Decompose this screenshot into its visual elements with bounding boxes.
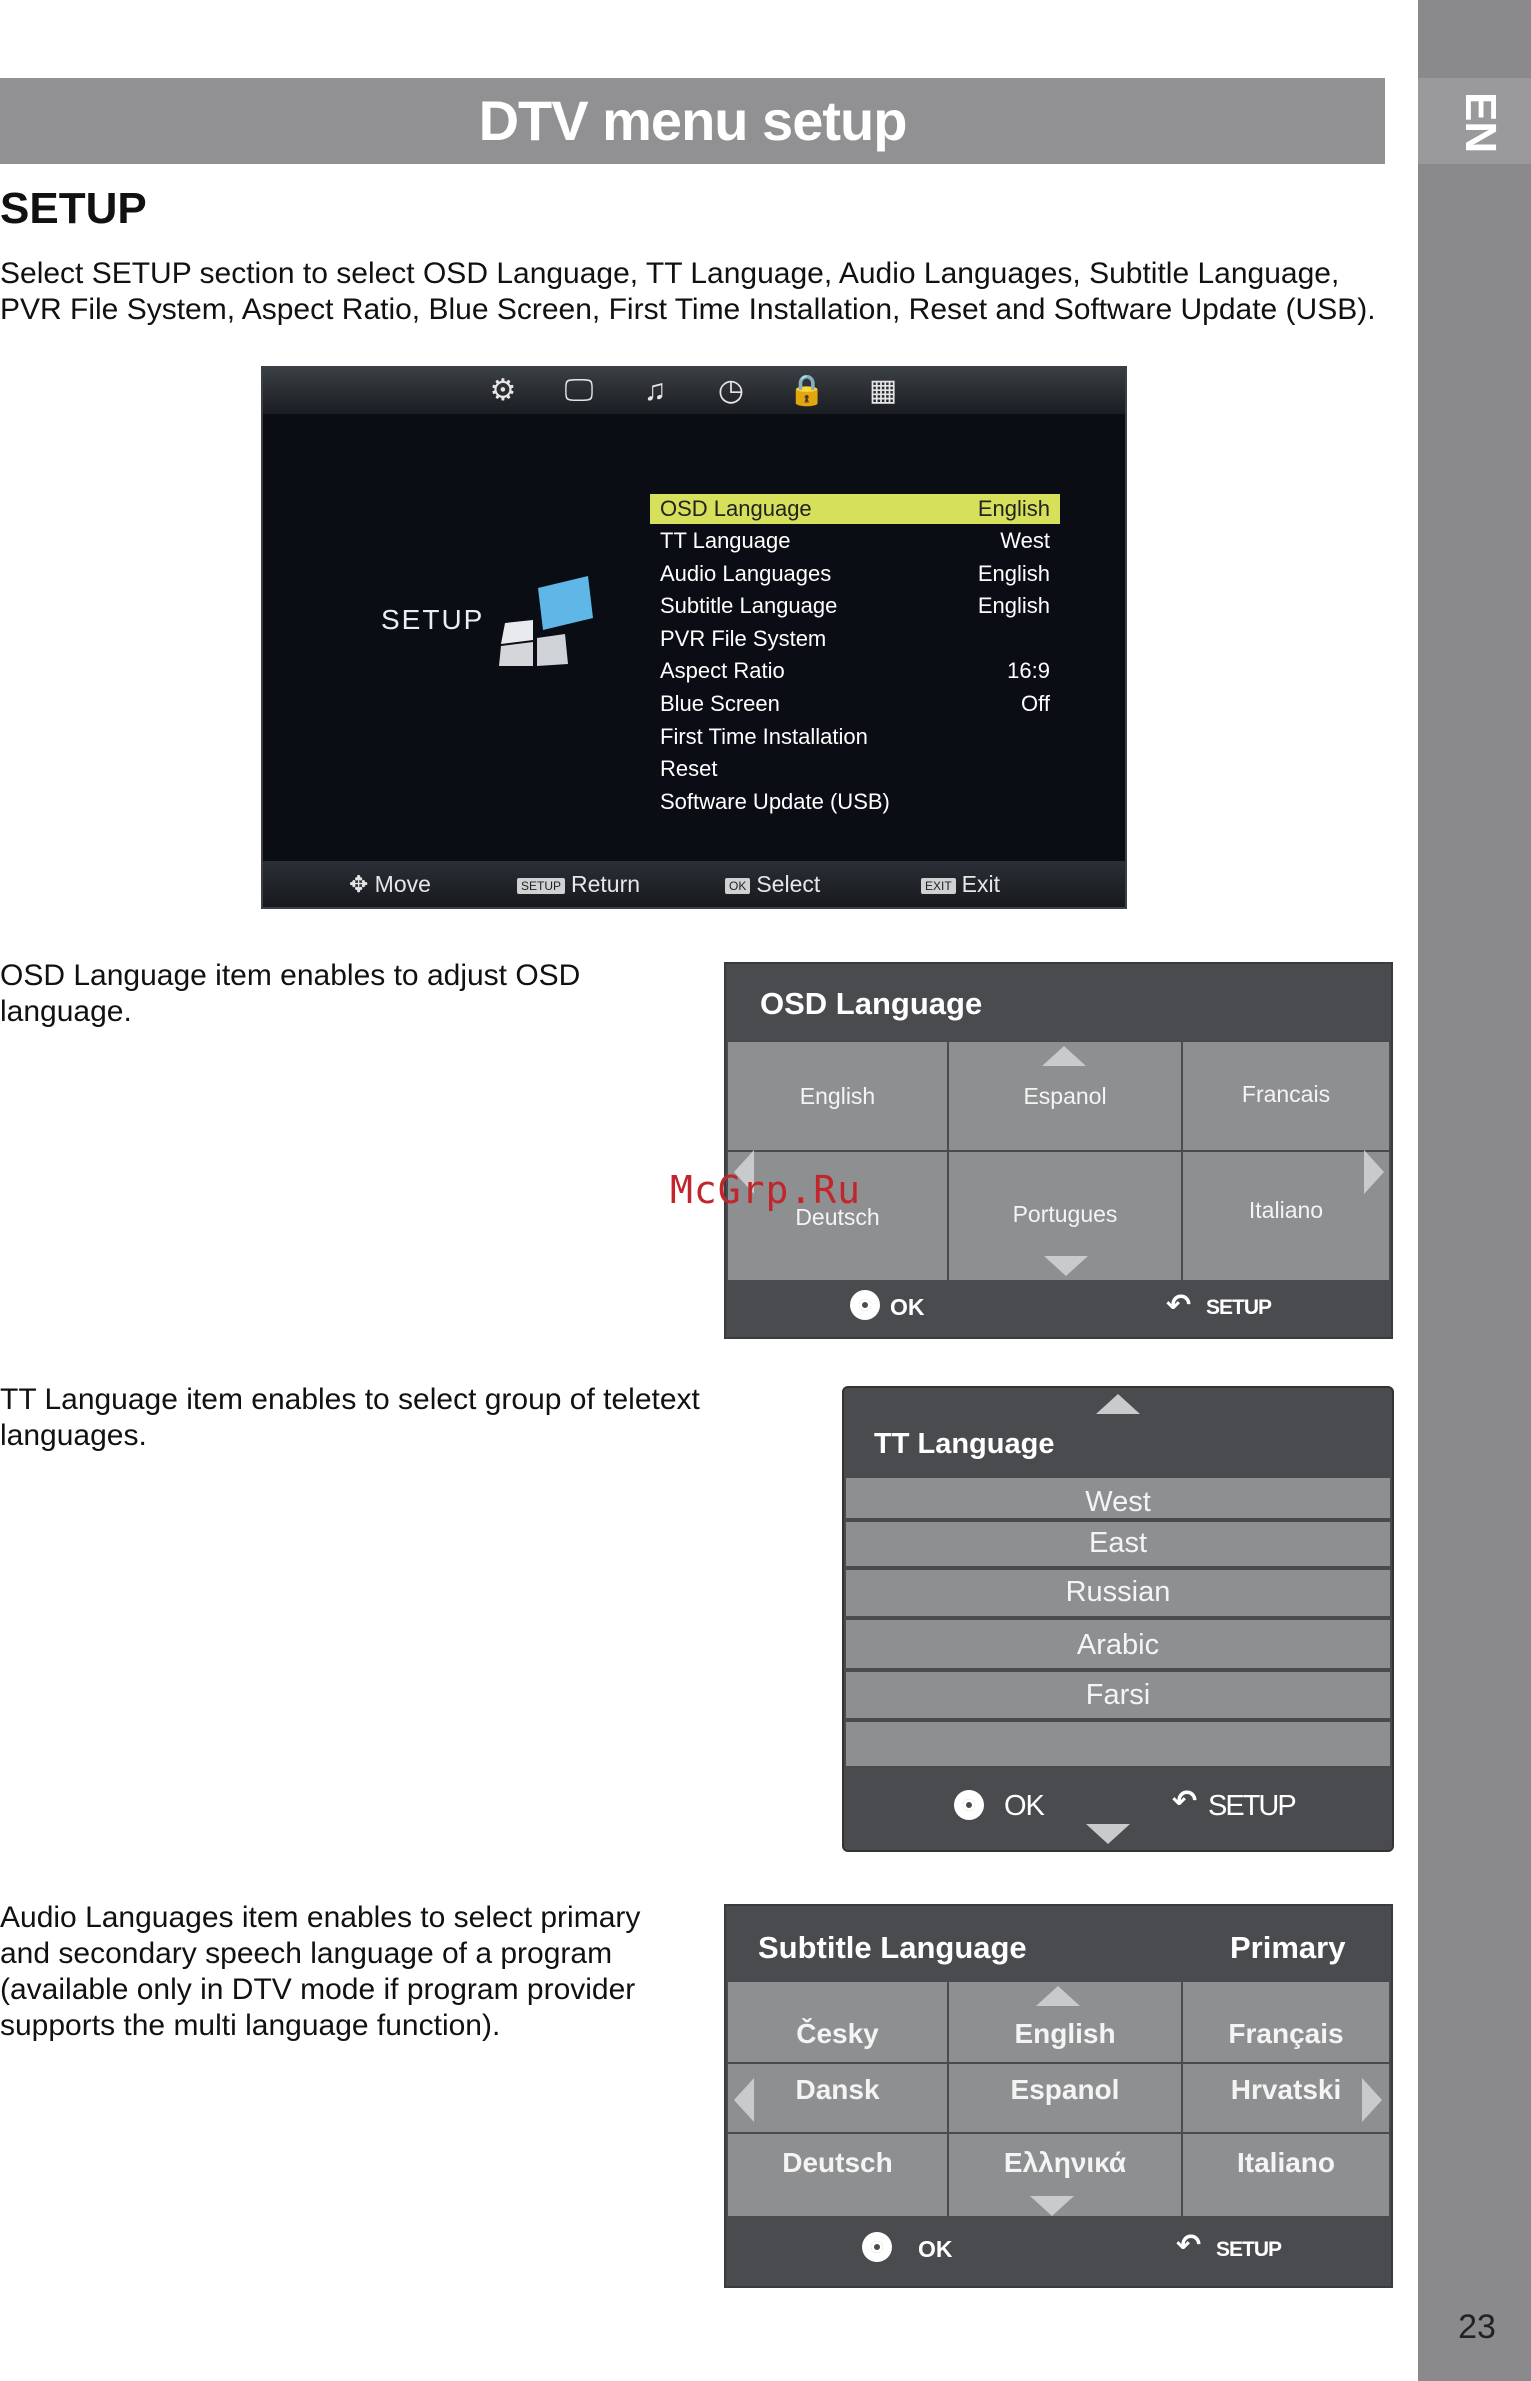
scroll-right-icon[interactable] (1362, 2078, 1382, 2122)
osd-ok-label[interactable]: OK (890, 1294, 925, 1320)
osd-panel-title: OSD Language (760, 986, 983, 1021)
footer-exit: EXIT Exit (921, 871, 1000, 898)
tt-option-east[interactable]: East (846, 1522, 1390, 1566)
tt-setup-label[interactable]: SETUP (1208, 1790, 1295, 1822)
menu-item-aspect-ratio[interactable]: Aspect Ratio 16:9 (660, 658, 1050, 683)
menu-item-software-update[interactable]: Software Update (USB) (660, 789, 890, 814)
tt-option-arabic[interactable]: Arabic (846, 1620, 1390, 1668)
menu-item-tt-language[interactable]: TT Language West (660, 528, 1050, 553)
subtitle-ok-label[interactable]: OK (918, 2236, 953, 2262)
tv-setup-menu (261, 366, 1127, 909)
scroll-up-icon[interactable] (1096, 1394, 1140, 1414)
osd-option-espanol[interactable]: Espanol (949, 1042, 1181, 1150)
language-tab-label: EN (1456, 92, 1505, 154)
subtitle-option-cesky[interactable]: Česky (728, 1982, 947, 2062)
audio-languages-description: Audio Languages item enables to select primary and secondary speech language of a program (available only in DTV mode if program provider supports the multi language function). (0, 1901, 641, 2042)
watermark: McGrp.Ru (670, 1168, 862, 1212)
tt-option-russian[interactable]: Russian (846, 1570, 1390, 1616)
return-arrow-icon: ↶ (1172, 1785, 1198, 1818)
subtitle-option-greek[interactable]: Ελληνικά (949, 2134, 1181, 2216)
monitor-icon: 🖵 (564, 374, 594, 407)
osd-language-description: OSD Language item enables to adjust OSD language. (0, 959, 581, 1028)
menu-item-first-time-installation[interactable]: First Time Installation (660, 724, 868, 749)
move-arrows-icon: ✥ (349, 871, 369, 897)
scroll-up-icon[interactable] (1042, 1046, 1086, 1066)
footer-select: OK Select (725, 871, 820, 898)
subtitle-option-deutsch[interactable]: Deutsch (728, 2134, 947, 2216)
subtitle-option-dansk[interactable]: Dansk (728, 2064, 947, 2132)
scroll-up-icon[interactable] (1036, 1986, 1080, 2006)
osd-setup-label[interactable]: SETUP (1206, 1296, 1272, 1319)
tt-ok-label[interactable]: OK (1004, 1790, 1044, 1822)
subtitle-option-english[interactable]: English (949, 1982, 1181, 2062)
menu-item-pvr-file-system[interactable]: PVR File System (660, 626, 827, 651)
menu-icon-bar (263, 368, 1125, 414)
menu-category-label: SETUP (381, 604, 485, 635)
music-note-icon: ♫ (643, 374, 667, 407)
lock-icon: 🔒 (788, 374, 826, 407)
intro-paragraph: Select SETUP section to select OSD Language, TT Language, Audio Languages, Subtitle Language, PVR File System, Aspect Ratio, Blue Screen, First Time Installation, Reset and Software Update (USB). (0, 257, 1376, 326)
osd-option-portugues[interactable]: Portugues (949, 1152, 1181, 1280)
osd-option-deutsch[interactable]: Deutsch (728, 1152, 947, 1280)
grid-icon: ▦ (868, 374, 898, 407)
subtitle-option-italiano[interactable]: Italiano (1183, 2134, 1389, 2216)
ok-key-icon: OK (725, 878, 750, 894)
osd-option-english[interactable]: English (728, 1042, 947, 1150)
setup-logo-icon (493, 568, 603, 678)
menu-item-reset[interactable]: Reset (660, 756, 718, 781)
tt-panel-title: TT Language (874, 1428, 1055, 1460)
section-heading: SETUP (0, 184, 147, 233)
scroll-right-icon[interactable] (1364, 1150, 1384, 1194)
clock-icon: ◷ (717, 374, 745, 407)
tt-language-description: TT Language item enables to select group of teletext languages. (0, 1383, 700, 1452)
exit-key-icon: EXIT (921, 878, 956, 894)
subtitle-panel-mode: Primary (1230, 1930, 1346, 1965)
return-arrow-icon: ↶ (1176, 2229, 1202, 2262)
subtitle-setup-label[interactable]: SETUP (1216, 2238, 1282, 2261)
tt-option-empty[interactable] (846, 1722, 1390, 1766)
subtitle-option-francais[interactable]: Français (1183, 1982, 1389, 2062)
scroll-down-icon[interactable] (1030, 2196, 1074, 2216)
scroll-down-icon[interactable] (1044, 1256, 1088, 1276)
return-arrow-icon: ↶ (1166, 1289, 1192, 1322)
scroll-left-icon[interactable] (734, 2078, 754, 2122)
menu-item-osd-language[interactable]: OSD Language English (650, 494, 1060, 524)
side-strip (1418, 0, 1531, 2381)
tt-option-farsi[interactable]: Farsi (846, 1672, 1390, 1718)
page-number: 23 (1458, 2308, 1496, 2346)
subtitle-option-hrvatski[interactable]: Hrvatski (1183, 2064, 1389, 2132)
menu-footer (263, 861, 1125, 907)
footer-return: SETUP Return (517, 871, 640, 898)
subtitle-option-espanol[interactable]: Espanol (949, 2064, 1181, 2132)
gear-icon: ⚙ (489, 374, 517, 407)
setup-key-icon: SETUP (517, 878, 565, 894)
scroll-down-icon[interactable] (1086, 1824, 1130, 1844)
subtitle-language-panel (724, 1904, 1393, 2288)
page-title-banner: DTV menu setup (0, 78, 1385, 164)
subtitle-panel-title: Subtitle Language (758, 1930, 1027, 1965)
osd-option-francais[interactable]: Francais (1183, 1042, 1389, 1150)
tt-language-panel (842, 1386, 1394, 1852)
menu-item-subtitle-language[interactable]: Subtitle Language English (660, 593, 1050, 618)
ok-button-icon (954, 1790, 984, 1820)
ok-button-icon (862, 2232, 892, 2262)
menu-item-blue-screen[interactable]: Blue Screen Off (660, 691, 1050, 716)
menu-item-audio-languages[interactable]: Audio Languages English (660, 561, 1050, 586)
ok-button-icon (850, 1290, 880, 1320)
tt-option-west[interactable]: West (846, 1478, 1390, 1518)
osd-option-italiano[interactable]: Italiano (1183, 1152, 1389, 1280)
osd-language-panel (724, 962, 1393, 1339)
footer-move: ✥ Move (349, 871, 431, 897)
